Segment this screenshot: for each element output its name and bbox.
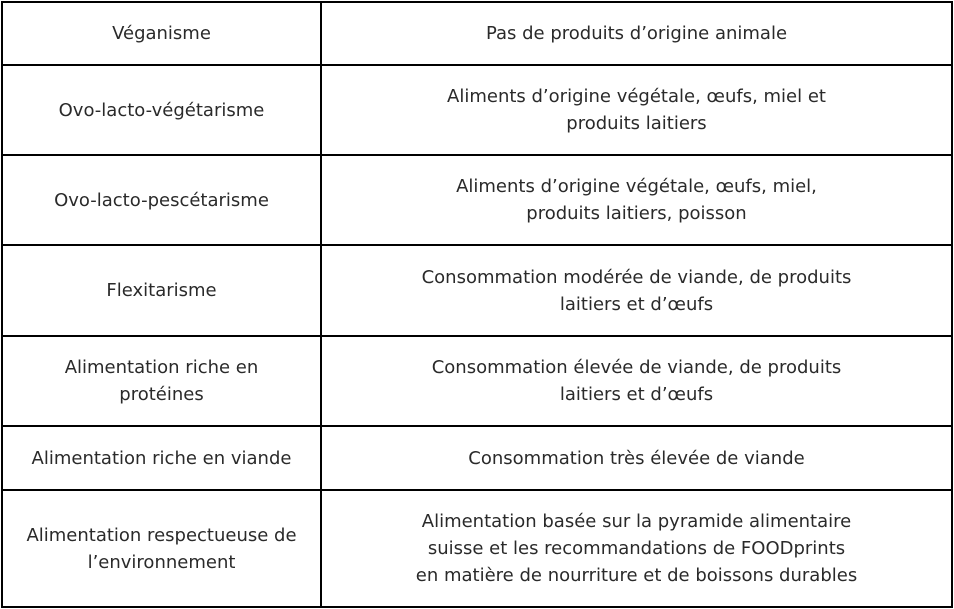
diet-name-cell: [2, 245, 321, 336]
diet-name-cell: [2, 426, 321, 490]
diet-name: Véganisme: [112, 23, 211, 44]
table-row: [2, 65, 952, 155]
diet-description: Pas de produits d’origine animale: [485, 23, 788, 44]
diet-description: Consommation modérée de viande, de produits laitiers et d’œufs: [421, 266, 852, 315]
diet-name-cell: [2, 155, 321, 245]
diet-name-cell: [2, 2, 321, 65]
table-row: [2, 336, 952, 426]
table-row: [2, 2, 952, 65]
diet-description: Aliments d’origine végétale, œufs, miel, produits laitiers, poisson: [456, 176, 817, 224]
diet-name: Alimentation riche en viande: [31, 447, 292, 469]
diet-description-cell: [321, 2, 952, 65]
diet-description: Aliments d’origine végétale, œufs, miel et produits laitiers: [447, 86, 826, 134]
diet-name-cell: [2, 336, 321, 426]
diet-name: Flexitarisme: [106, 280, 217, 301]
table-row: [2, 155, 952, 245]
diet-comparison-table: [1, 1, 953, 608]
diet-description: Alimentation basée sur la pyramide alimentaire suisse et les recommandations de FOODprints en matière de nourriture et de boissons durables: [415, 511, 858, 586]
table-row: [2, 490, 952, 607]
diet-description-cell: [321, 245, 952, 336]
diet-name: Alimentation riche en protéines: [64, 357, 259, 405]
table-row: [2, 245, 952, 336]
diet-description-cell: [321, 65, 952, 155]
diet-description: Consommation élevée de viande, de produits laitiers et d’œufs: [431, 357, 842, 405]
table-row: [2, 426, 952, 490]
diet-description: Consommation très élevée de viande: [468, 447, 805, 469]
diet-name-cell: [2, 490, 321, 607]
diet-name-cell: [2, 65, 321, 155]
diet-name: Alimentation respectueuse de l’environnement: [26, 524, 297, 573]
diet-description-cell: [321, 155, 952, 245]
diet-description-cell: [321, 336, 952, 426]
diet-description-cell: [321, 490, 952, 607]
diet-name: Ovo-lacto-végétarisme: [58, 99, 265, 121]
diet-name: Ovo-lacto-pescétarisme: [54, 189, 269, 211]
diet-description-cell: [321, 426, 952, 490]
